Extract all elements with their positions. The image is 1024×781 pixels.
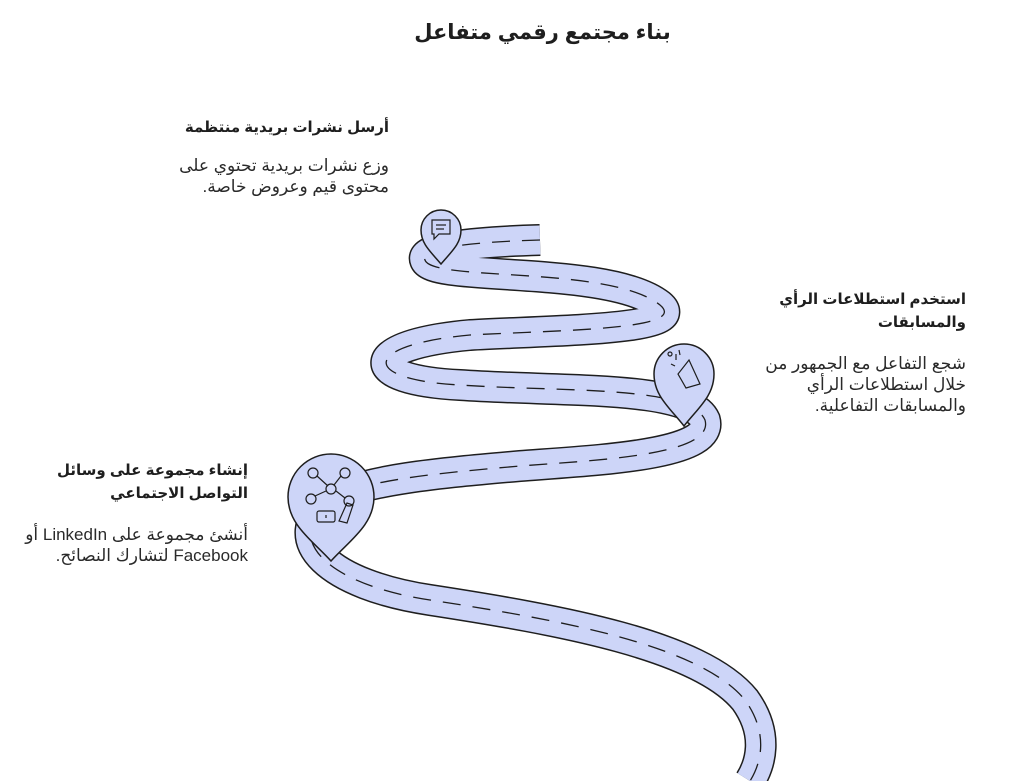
step-social-group <box>8 459 248 566</box>
diagram-title: بناء مجتمع رقمي متفاعل <box>414 21 671 44</box>
step-heading: إنشاء مجموعة على وسائل التواصل الاجتماعي <box>56 462 248 502</box>
step-polls-contests <box>746 288 966 416</box>
step-heading: أرسل نشرات بريدية منتظمة <box>184 119 389 136</box>
step-heading: استخدم استطلاعات الرأي والمسابقات <box>779 291 966 331</box>
road-fill <box>310 240 760 781</box>
step-newsletter <box>139 116 389 197</box>
step-description: وزع نشرات بريدية تحتوي على محتوى قيم وعروض خاصة. <box>179 156 389 196</box>
step-description: أنشئ مجموعة على LinkedIn أو Facebook لتشارك النصائح. <box>25 525 248 565</box>
step-description: شجع التفاعل مع الجمهور من خلال استطلاعات الرأي والمسابقات التفاعلية. <box>765 354 966 415</box>
